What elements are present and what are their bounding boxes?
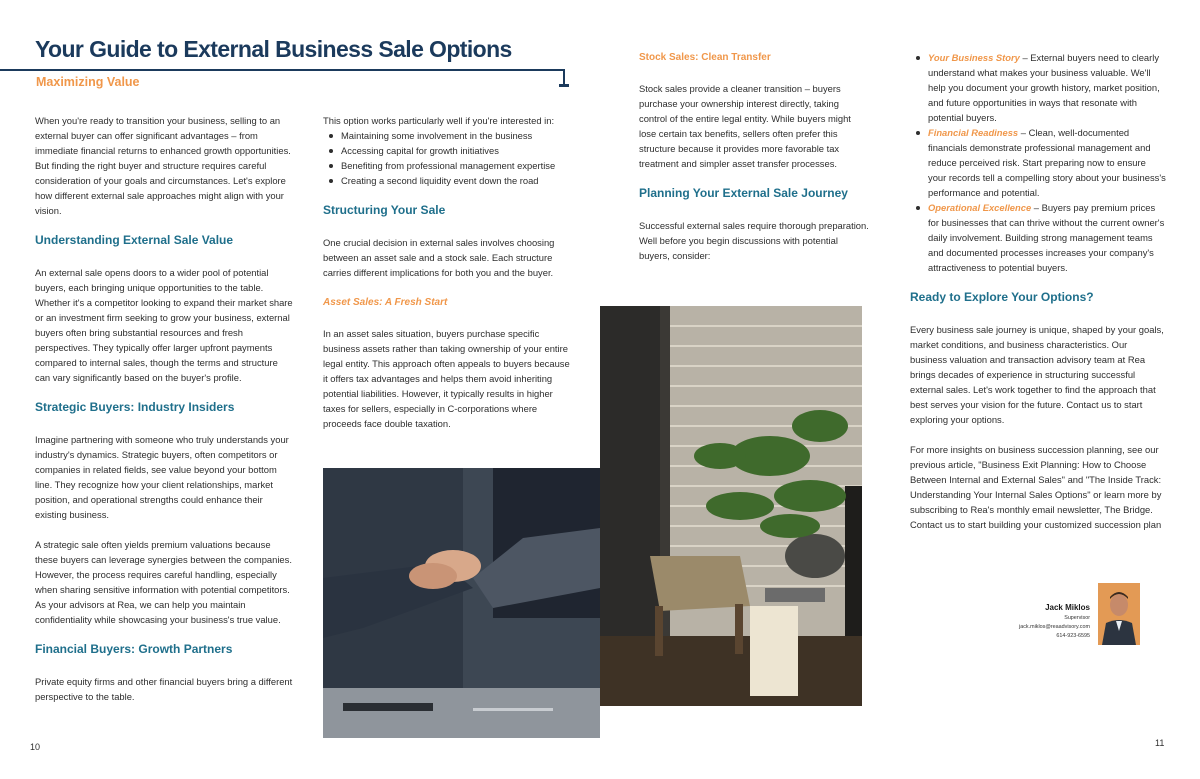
bullet-text: – Buyers pay premium prices for businesses that can thrive without the current owner's daily involvement. Building strong management teams and documented processes increases your company's attractiveness to potential buyers. (928, 202, 1165, 273)
paragraph-financial-buyers: Private equity firms and other financial buyers bring a different perspective to the table. (35, 676, 293, 702)
page-number-right: 11 (1155, 738, 1165, 748)
bullet-lead: Your Business Story (928, 52, 1020, 63)
interest-list (323, 128, 571, 188)
handshake-illustration (323, 468, 600, 738)
contact-email[interactable]: jack.miklos@reaadvisory.com (1019, 624, 1090, 630)
column-4 (910, 50, 1166, 547)
paragraph-asset-sales: In an asset sales situation, buyers purchase specific business assets rather than taking ownership of your entire legal entity. This approach often appeals to buyers because it offers tax advantages and helps them avoid inheriting potential liabilities. However, it typically results in higher taxes for sellers, especially in C-corporations where proceeds face double taxation. (323, 328, 570, 429)
bullet-lead: Operational Excellence (928, 202, 1032, 213)
bullet-lead: Financial Readiness (928, 127, 1019, 138)
section-subtitle: Maximizing Value (36, 75, 140, 89)
heading-asset-sales: Asset Sales: A Fresh Start (323, 297, 448, 308)
interior-illustration (600, 306, 862, 706)
paragraph-ready: Every business sale journey is unique, shaped by your goals, market conditions, and business characteristics. Our business valuation and transaction advisory team at Rea brings decades of experience in structuring successful external sales. Let's work together to find the approach that best serves your vision for the future. Contact us to start exploring your options. (910, 324, 1164, 425)
paragraph-planning: Successful external sales require thorough preparation. Well before you begin discussions with potential buyers, consider: (639, 220, 869, 261)
intro-paragraph: When you're ready to transition your business, selling to an external buyer can offer significant advantages – from immediate financial returns to enhanced growth opportunities. But finding the right buyer and structure requires careful consideration of your goals and circumstances. Let's explore how different external sale approaches might align with your vision. (35, 115, 291, 216)
paragraph-external-sale-value: An external sale opens doors to a wider pool of potential buyers, each bringing unique opportunities to the table. Whether it's a competitor looking to expand their market share or an investment firm seeking to grow your business, external buyers often bring substantial resources and fresh perspectives. They typically offer larger upfront payments compared to internal sales, though the terms and structure can vary significantly based on the buyer's profile. (35, 267, 293, 383)
handshake-photo (323, 468, 600, 738)
preparation-list (910, 50, 1166, 275)
bullet-text: – External buyers need to clearly understand what makes your business valuable. We'll help you document your growth history, market position, and future opportunities in ways that resonate with potential buyers. (928, 52, 1160, 123)
list-item (910, 50, 1166, 125)
heading-external-sale-value: Understanding External Sale Value (35, 233, 234, 247)
list-item (910, 125, 1166, 200)
paragraph-structuring: One crucial decision in external sales involves choosing between an asset sale and a stock sale. Each structure carries different implications for both you and the buyer. (323, 237, 555, 278)
heading-financial-buyers: Financial Buyers: Growth Partners (35, 642, 233, 656)
avatar (1098, 583, 1140, 645)
page-title: Your Guide to External Business Sale Options (35, 36, 512, 62)
list-item: Benefiting from professional management expertise (323, 158, 571, 173)
heading-stock-sales: Stock Sales: Clean Transfer (639, 52, 771, 63)
interior-plant-photo (600, 306, 862, 706)
paragraph-more-insights: For more insights on business succession planning, see our previous article, "Business Exit Planning: How to Choose Between Internal and External Sales" and "The Inside Track: Understanding Your Internal Sales Options" or learn more by subscribing to Rea's monthly email newsletter, The Bridge. Contact us to start building your customized succession plan (910, 444, 1162, 530)
title-underline (0, 69, 564, 71)
list-item: Maintaining some involvement in the business (323, 128, 571, 143)
list-item: Creating a second liquidity event down the road (323, 173, 571, 188)
bullet-intro: This option works particularly well if you're interested in: (323, 115, 555, 126)
page-number-left: 10 (30, 742, 41, 752)
paragraph-strategic-2: A strategic sale often yields premium valuations because these buyers can leverage synergies between the companies. However, the process requires careful handling, especially when sharing sensitive information with potential competitors. As your advisors at Rea, we can help you maintain confidentiality while showcasing your business's true value. (35, 539, 292, 625)
column-1 (35, 113, 295, 719)
contact-phone: 614-923-6595 (1056, 633, 1090, 639)
paragraph-stock-sales: Stock sales provide a cleaner transition – buyers purchase your ownership interest directly, taking control of the entire legal entity. While buyers might lose certain tax benefits, sellers often prefer this structure because it provides more favorable tax treatment and simpler asset transfer processes. (639, 83, 851, 169)
heading-planning-journey: Planning Your External Sale Journey (639, 186, 848, 200)
paragraph-strategic-1: Imagine partnering with someone who truly understands your industry's dynamics. Strategic buyers, often competitors or companies in related fields, see value beyond your bottom line. They recognize how your client relationships, market position, and operational strengths could enhance their existing business. (35, 434, 289, 520)
contact-card (980, 583, 1140, 645)
bullet-text: – Clean, well-documented financials demonstrate professional management and reduce perceived risk. Start preparing now to ensure your records tell a compelling story about your business's performance and potential. (928, 127, 1166, 198)
heading-strategic-buyers: Strategic Buyers: Industry Insiders (35, 400, 235, 414)
contact-name: Jack Miklos (1045, 603, 1090, 612)
column-2 (323, 113, 571, 446)
heading-ready-to-explore: Ready to Explore Your Options? (910, 290, 1094, 304)
list-item (910, 200, 1166, 275)
heading-structuring-sale: Structuring Your Sale (323, 203, 446, 217)
avatar-illustration (1098, 583, 1140, 645)
title-rule-tick (559, 84, 569, 87)
column-3 (639, 50, 869, 278)
list-item: Accessing capital for growth initiatives (323, 143, 571, 158)
contact-role: Supervisor (1064, 615, 1090, 621)
